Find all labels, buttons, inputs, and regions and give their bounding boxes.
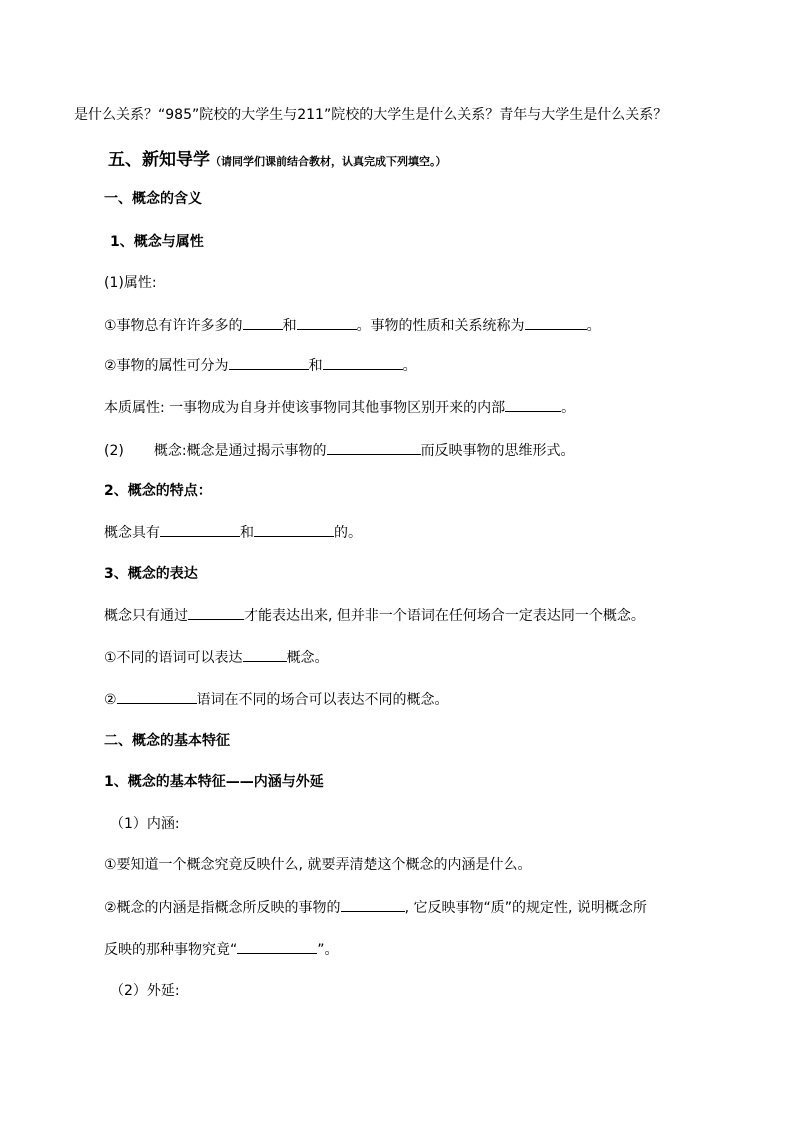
- text: ①不同的语词可以表达: [104, 650, 243, 666]
- text: , 它反映事物“质”的规定性, 说明概念所: [404, 900, 647, 916]
- text: 和: [240, 525, 254, 541]
- intension-line-1: ①要知道一个概念究竟反映什么, 就要弄清楚这个概念的内涵是什么。: [104, 857, 532, 873]
- fill-blank[interactable]: [297, 315, 357, 330]
- subsection-concept-attribute: 1、概念与属性: [110, 234, 204, 250]
- section-five-note: （请同学们课前结合教材，认真完成下列填空。）: [210, 155, 447, 168]
- text: 和: [308, 358, 323, 374]
- text: 概念具有: [104, 525, 160, 541]
- text: ②事物的属性可分为: [104, 358, 229, 374]
- concept-definition-line: [104, 440, 575, 461]
- fill-blank[interactable]: [243, 315, 283, 330]
- fill-blank[interactable]: [525, 315, 587, 330]
- fill-blank[interactable]: [323, 355, 403, 370]
- intension-line-2: [104, 897, 647, 918]
- attribute-line-2: [104, 355, 417, 376]
- attribute-line-1: [104, 315, 601, 336]
- attribute-heading: (1)属性:: [104, 275, 157, 291]
- fill-blank[interactable]: [505, 397, 561, 412]
- intension-heading: （1）内涵:: [110, 816, 180, 832]
- text: 。: [402, 358, 417, 374]
- extension-heading: （2）外延:: [110, 983, 180, 999]
- section-two-heading: 二、概念的基本特征: [104, 733, 230, 749]
- text: 才能表达出来, 但并非一个语词在任何场合一定表达同一个概念。: [244, 608, 645, 624]
- text: 和: [282, 318, 297, 334]
- fill-blank[interactable]: [327, 440, 421, 455]
- section-one-heading: 一、概念的含义: [104, 191, 202, 207]
- text: 。: [586, 318, 601, 334]
- fill-blank[interactable]: [243, 647, 287, 662]
- fill-blank[interactable]: [254, 522, 334, 537]
- fill-blank[interactable]: [341, 897, 405, 912]
- text: ②: [104, 692, 117, 708]
- essential-attribute-line: [104, 397, 575, 418]
- text: 概念只有通过: [104, 608, 188, 624]
- text: ②概念的内涵是指概念所反映的事物的: [104, 900, 341, 916]
- subsection-basic-features: 1、概念的基本特征——内涵与外延: [104, 774, 324, 790]
- subsection-concept-expression: 3、概念的表达: [104, 566, 198, 582]
- item-number: (2): [104, 443, 124, 459]
- intension-line-3: [104, 939, 339, 960]
- fill-blank[interactable]: [160, 522, 240, 537]
- subsection-concept-features: 2、概念的特点：: [104, 483, 212, 499]
- text: 。: [561, 400, 576, 416]
- expression-item-1: [104, 647, 329, 668]
- text: 概念。: [286, 650, 329, 666]
- fill-blank[interactable]: [188, 605, 244, 620]
- text: 概念:概念是通过揭示事物的: [153, 443, 327, 459]
- text: 本质属性: 一事物成为自身并使该事物同其他事物区别开来的内部: [104, 400, 506, 416]
- text: 而反映事物的思维形式。: [420, 443, 575, 459]
- expression-line: [104, 605, 645, 626]
- text: 。事物的性质和关系统称为: [356, 318, 525, 334]
- text: ”。: [317, 942, 339, 958]
- fill-blank[interactable]: [117, 689, 197, 704]
- expression-item-2: [104, 689, 449, 710]
- fill-blank[interactable]: [229, 355, 309, 370]
- question-line: 是什么关系？“985”院校的大学生与211”院校的大学生是什么关系？青年与大学生是什么关系？: [74, 107, 668, 123]
- feature-line: [104, 522, 362, 543]
- text: 反映的那种事物究竟“: [104, 942, 238, 958]
- text: 的。: [334, 525, 362, 541]
- section-five-title: 五、新知导学: [108, 150, 210, 170]
- section-five-heading: [108, 150, 447, 172]
- fill-blank[interactable]: [237, 939, 317, 954]
- text: ①事物总有许许多多的: [104, 318, 243, 334]
- text: 语词在不同的场合可以表达不同的概念。: [196, 692, 449, 708]
